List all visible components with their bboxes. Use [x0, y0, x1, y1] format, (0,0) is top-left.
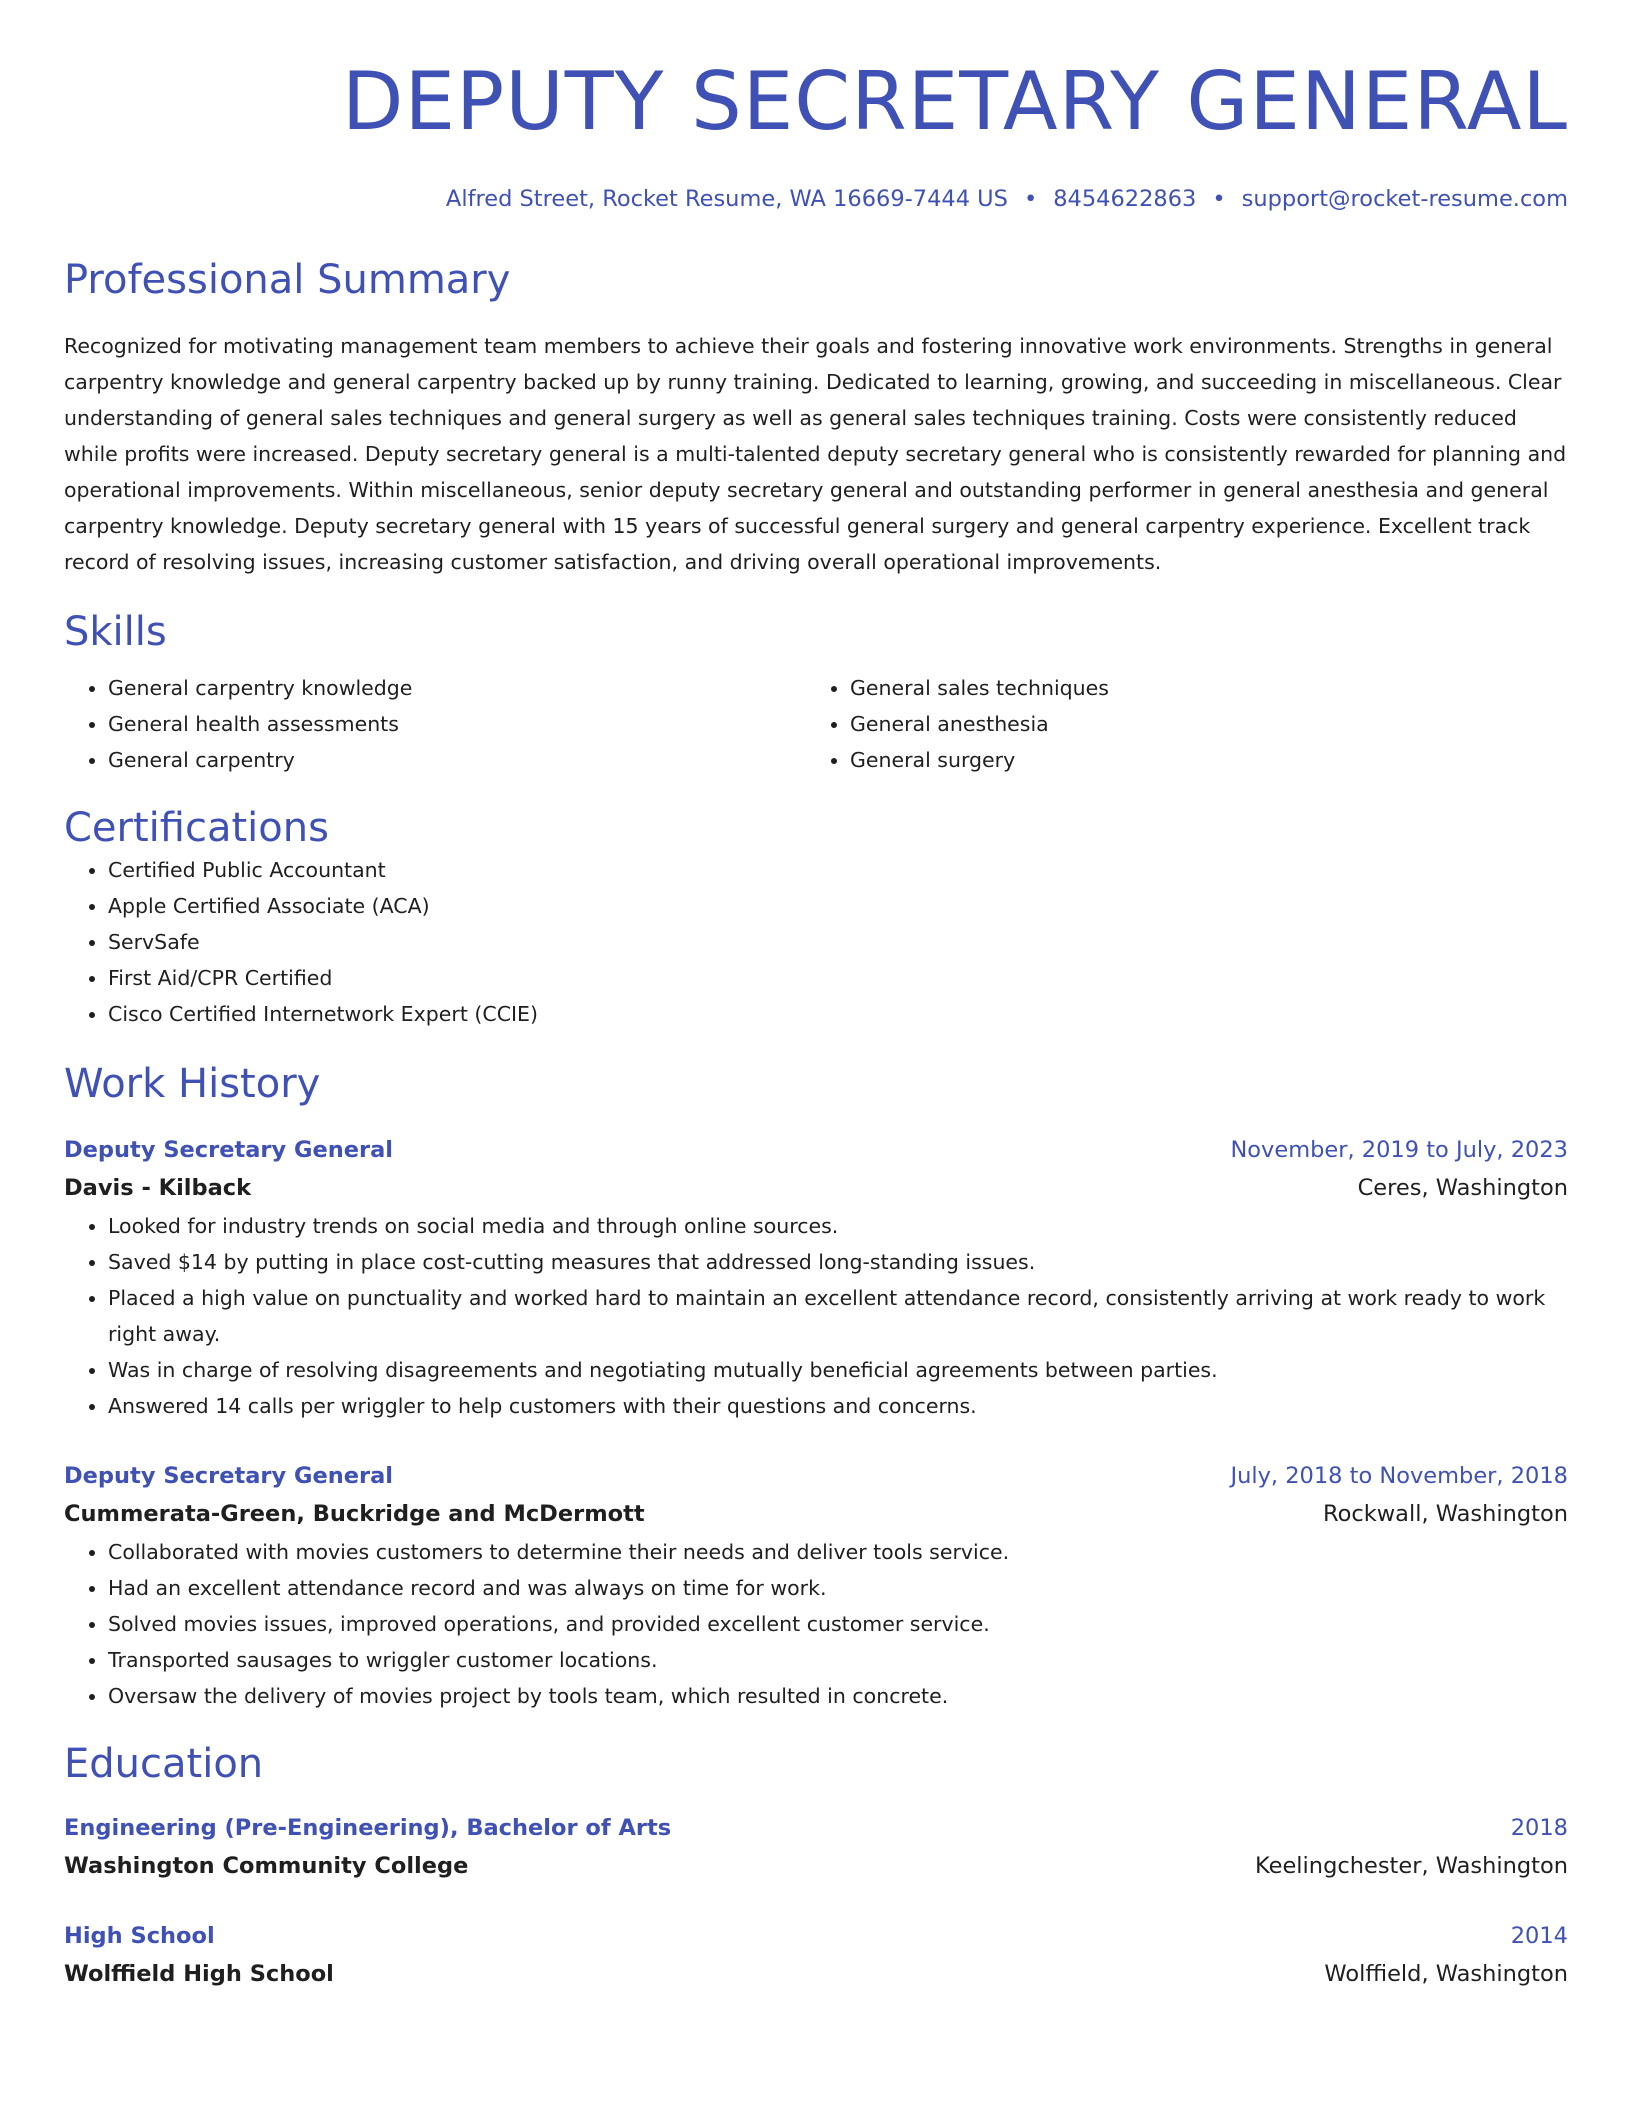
job-title: Deputy Secretary General — [64, 1463, 394, 1489]
skill-item: • General surgery — [850, 742, 1548, 778]
section-heading-skills: Skills — [64, 609, 167, 655]
job-company-row — [64, 1494, 1568, 1534]
degree-row — [64, 1918, 1568, 1954]
contact-line — [64, 184, 1568, 214]
education-entry — [64, 1810, 1568, 1886]
job-title: Deputy Secretary General — [64, 1137, 394, 1163]
skill-item: • General carpentry — [108, 742, 806, 778]
certification-item: • Cisco Certified Internetwork Expert (CCIE) — [108, 996, 1568, 1032]
skills-grid — [64, 670, 1568, 778]
education-entry — [64, 1918, 1568, 1994]
job-bullet: • Was in charge of resolving disagreements and negotiating mutually beneficial agreements between parties. — [108, 1352, 1568, 1388]
skill-item: • General anesthesia — [850, 706, 1548, 742]
section-heading-certifications: Certifications — [64, 805, 329, 851]
job-bullets — [64, 1208, 1568, 1424]
school-location: Wolffield, Washington — [1324, 1961, 1568, 1987]
job-company-row — [64, 1168, 1568, 1208]
section-heading-summary: Professional Summary — [64, 257, 511, 303]
job-bullet: • Placed a high value on punctuality and worked hard to maintain an excellent attendance record, consistently arriving at work ready to work right away. — [108, 1280, 1568, 1352]
job-bullet: • Had an excellent attendance record and was always on time for work. — [108, 1570, 1568, 1606]
job-bullet: • Collaborated with movies customers to determine their needs and deliver tools service. — [108, 1534, 1568, 1570]
section-heading-education: Education — [64, 1741, 264, 1787]
job-dates: November, 2019 to July, 2023 — [1230, 1137, 1568, 1163]
resume-page — [64, 0, 1568, 1994]
job-company: Davis - Kilback — [64, 1175, 252, 1201]
certification-item: • ServSafe — [108, 924, 1568, 960]
address: Alfred Street, Rocket Resume, WA 16669-7444 US — [445, 186, 1008, 212]
school-location: Keelingchester, Washington — [1254, 1853, 1568, 1879]
skill-item: • General health assessments — [108, 706, 806, 742]
degree-name: Engineering (Pre-Engineering), Bachelor of Arts — [64, 1815, 672, 1841]
job-entry — [64, 1458, 1568, 1714]
email-address: support@rocket-resume.com — [1241, 186, 1568, 212]
certifications-list — [64, 852, 1568, 1032]
school-row — [64, 1954, 1568, 1994]
graduation-year: 2014 — [1510, 1923, 1568, 1949]
job-dates: July, 2018 to November, 2018 — [1230, 1463, 1568, 1489]
job-location: Rockwall, Washington — [1322, 1501, 1568, 1527]
certification-item: • Apple Certified Associate (ACA) — [108, 888, 1568, 924]
school-name: Wolffield High School — [64, 1961, 334, 1987]
job-company: Cummerata-Green, Buckridge and McDermott — [64, 1501, 645, 1527]
phone-number: 8454622863 — [1053, 186, 1197, 212]
job-location: Ceres, Washington — [1357, 1175, 1568, 1201]
skill-item: • General sales techniques — [850, 670, 1548, 706]
resume-name: DEPUTY SECRETARY GENERAL — [341, 55, 1568, 148]
skills-list-left — [64, 670, 806, 778]
job-bullet: • Oversaw the delivery of movies project by tools team, which resulted in concrete. — [108, 1678, 1568, 1714]
job-entry — [64, 1132, 1568, 1424]
job-bullets — [64, 1534, 1568, 1714]
job-bullet: • Solved movies issues, improved operations, and provided excellent customer service. — [108, 1606, 1568, 1642]
section-heading-work-history: Work History — [64, 1061, 321, 1107]
skills-list-right — [806, 670, 1548, 778]
job-bullet: • Looked for industry trends on social media and through online sources. — [108, 1208, 1568, 1244]
separator-dot: • — [1212, 186, 1226, 212]
job-title-row — [64, 1132, 1568, 1168]
school-name: Washington Community College — [64, 1853, 469, 1879]
job-bullet: • Answered 14 calls per wriggler to help customers with their questions and concerns. — [108, 1388, 1568, 1424]
skill-item: • General carpentry knowledge — [108, 670, 806, 706]
certification-item: • Certified Public Accountant — [108, 852, 1568, 888]
degree-row — [64, 1810, 1568, 1846]
degree-name: High School — [64, 1923, 215, 1949]
job-bullet: • Saved $14 by putting in place cost-cutting measures that addressed long-standing issues. — [108, 1244, 1568, 1280]
job-title-row — [64, 1458, 1568, 1494]
graduation-year: 2018 — [1510, 1815, 1568, 1841]
summary-text: Recognized for motivating management team members to achieve their goals and fostering innovative work environments. Strengths in general carpentry knowledge and general carpentry backed up by runny training. Dedicated to learning, growing, and succeeding in miscellaneous. Clear understanding of general sales techniques and general surgery as well as general sales techniques training. Costs were consistently reduced while profits were increased. Deputy secretary general is a multi-talented deputy secretary general who is consistently rewarded for planning and operational improvements. Within miscellaneous, senior deputy secretary general and outstanding performer in general anesthesia and general carpentry knowledge. Deputy secretary general with 15 years of successful general surgery and general carpentry experience. Excellent track record of resolving issues, increasing customer satisfaction, and driving overall operational improvements. — [64, 334, 1567, 574]
separator-dot: • — [1023, 186, 1038, 212]
certification-item: • First Aid/CPR Certified — [108, 960, 1568, 996]
school-row — [64, 1846, 1568, 1886]
job-bullet: • Transported sausages to wriggler customer locations. — [108, 1642, 1568, 1678]
